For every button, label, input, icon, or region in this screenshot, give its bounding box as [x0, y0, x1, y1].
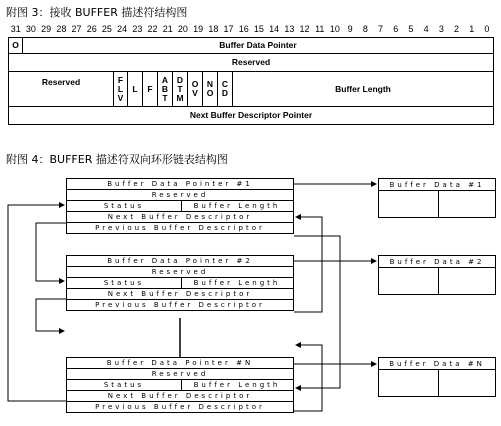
bit-number: 9 [347, 24, 353, 34]
l-bit-cell: L [127, 71, 143, 107]
previous-descriptor-row [66, 222, 294, 234]
flv-letter: L [117, 83, 124, 94]
buffer-length-cell: Buffer Length [232, 71, 494, 107]
buffer-data-body [378, 370, 496, 397]
bit-number: 10 [329, 24, 340, 34]
bit-number: 25 [101, 24, 112, 34]
bit-number: 13 [284, 24, 295, 34]
o-bit-cell: O [8, 37, 23, 54]
reserved-label: Reserved [151, 191, 209, 199]
buffer-length-cell [181, 380, 293, 390]
previous-descriptor-row [66, 401, 294, 413]
next-link-2-down [36, 299, 66, 331]
buffer-length-label: Buffer Length [193, 381, 281, 389]
bit-number: 12 [299, 24, 310, 34]
bit-number: 20 [177, 24, 188, 34]
ov-letter: V [192, 88, 198, 98]
cd-letter: C [221, 79, 229, 89]
next-link-n-to-1 [8, 205, 66, 401]
bit-number: 6 [393, 24, 399, 34]
previous-descriptor-row [66, 299, 294, 311]
status-cell [67, 278, 182, 288]
bit-number: 24 [117, 24, 128, 34]
reserved-label: Reserved [151, 268, 209, 276]
prev-link-2-to-1 [294, 217, 322, 312]
buffer-data-body [378, 191, 496, 218]
bit-number: 16 [238, 24, 249, 34]
bit-number: 31 [10, 24, 21, 34]
bit-number: 30 [25, 24, 36, 34]
prev-link-n-up [294, 345, 322, 411]
abt-letter: A [161, 74, 169, 85]
bit-number: 26 [86, 24, 97, 34]
next-descriptor-label: Next Buffer Descriptor [107, 213, 253, 221]
no-letter: O [206, 88, 214, 98]
bit-number: 14 [269, 24, 280, 34]
buffer-data-divider [438, 191, 439, 217]
bit-number: 5 [408, 24, 414, 34]
reserved-field-cell: Reserved [8, 71, 114, 107]
buffer-data-pointer-label: Buffer Data Pointer #1 [107, 180, 253, 188]
abt-letter: B [161, 83, 169, 94]
buffer-data-pointer-label: Buffer Data Pointer #2 [107, 257, 253, 265]
bit-number: 0 [484, 24, 490, 34]
bit-number: 21 [162, 24, 173, 34]
bit-number: 11 [315, 24, 325, 34]
figure-4-caption: 附图 4：BUFFER 描述符双向环形链表结构图 [6, 153, 228, 166]
buffer-data-divider [438, 370, 439, 396]
buffer-length-cell [181, 201, 293, 211]
status-label: Status [103, 279, 145, 287]
cd-letter: D [221, 88, 229, 98]
status-label: Status [103, 202, 145, 210]
bit-number: 4 [423, 24, 429, 34]
next-link-1-to-2 [36, 223, 66, 281]
bit-number: 27 [71, 24, 82, 34]
reserved-row-cell: Reserved [8, 53, 494, 72]
status-label: Status [103, 381, 145, 389]
buffer-data-pointer-cell: Buffer Data Pointer [22, 37, 494, 54]
status-cell [67, 201, 182, 211]
next-descriptor-label: Next Buffer Descriptor [107, 290, 253, 298]
buffer-data-pointer-label: Buffer Data Pointer #N [106, 359, 254, 367]
buffer-length-cell [181, 278, 293, 288]
ov-letter: O [191, 79, 199, 89]
flv-letter: F [117, 74, 124, 85]
buffer-data-divider [438, 268, 439, 294]
bit-number: 23 [132, 24, 143, 34]
abt-letter: T [162, 92, 168, 103]
bit-number: 1 [469, 24, 475, 34]
f-bit-cell: F [142, 71, 158, 107]
dtm-letter: T [177, 83, 183, 94]
bit-number: 8 [362, 24, 368, 34]
bit-number: 7 [378, 24, 384, 34]
dtm-letter: M [176, 92, 184, 103]
status-cell [67, 380, 182, 390]
bit-number: 15 [253, 24, 264, 34]
bit-number: 18 [208, 24, 219, 34]
next-descriptor-label: Next Buffer Descriptor [107, 392, 253, 400]
no-letter: N [206, 79, 214, 89]
previous-descriptor-label: Previous Buffer Descriptor [95, 224, 265, 232]
buffer-data-title: Buffer Data #1 [378, 178, 496, 191]
bit-number: 3 [438, 24, 444, 34]
previous-descriptor-label: Previous Buffer Descriptor [95, 301, 265, 309]
flv-letter: V [117, 92, 124, 103]
bit-number: 19 [193, 24, 204, 34]
buffer-data-title: Buffer Data #2 [378, 255, 496, 268]
dtm-letter: D [176, 74, 184, 85]
buffer-data-body [378, 268, 496, 295]
buffer-data-title: Buffer Data #N [378, 357, 496, 370]
bit-number: 29 [41, 24, 52, 34]
next-pointer-cell: Next Buffer Descriptor Pointer [8, 106, 494, 125]
bit-number: 17 [223, 24, 234, 34]
buffer-length-label: Buffer Length [193, 202, 281, 210]
figure-3-caption: 附图 3：接收 BUFFER 描述符结构图 [6, 6, 188, 19]
bit-number: 28 [56, 24, 67, 34]
buffer-length-label: Buffer Length [193, 279, 281, 287]
bit-number: 22 [147, 24, 158, 34]
reserved-label: Reserved [151, 370, 209, 378]
previous-descriptor-label: Previous Buffer Descriptor [95, 403, 265, 411]
bit-number: 2 [454, 24, 460, 34]
